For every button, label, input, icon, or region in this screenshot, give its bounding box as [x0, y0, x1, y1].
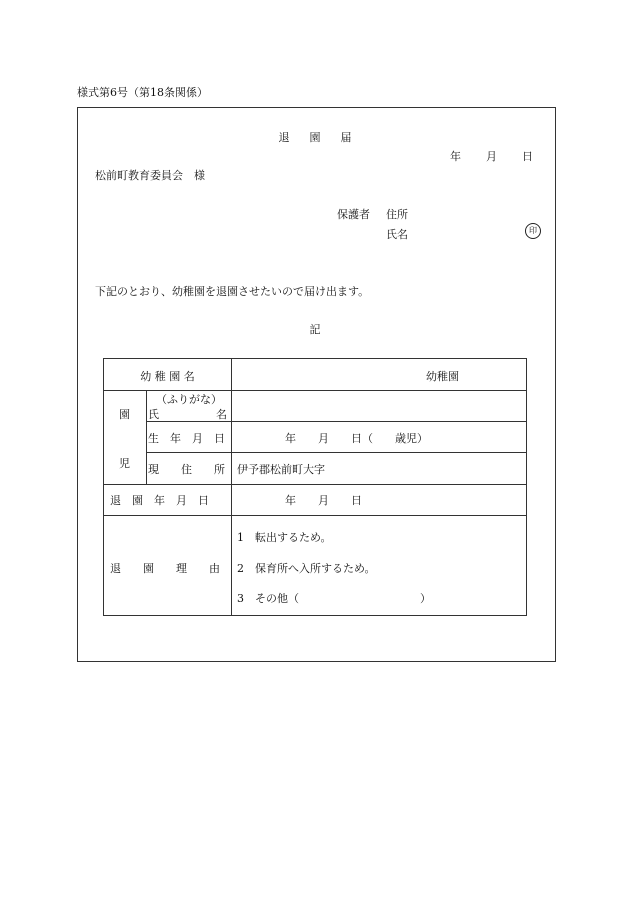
guardian-address-label: 住所	[386, 208, 408, 221]
date-day: 日	[522, 150, 533, 163]
row-divider	[104, 484, 526, 485]
address-label: 現 住 所	[148, 463, 225, 476]
reason-item: 2 保育所へ入所するため。	[237, 562, 376, 575]
ki-heading: 記	[309, 323, 321, 336]
reason-item: 3 その他（ ）	[237, 592, 431, 605]
submission-date	[450, 148, 533, 164]
reason-item: 1 転出するため。	[237, 531, 332, 544]
withdrawal-table	[103, 358, 527, 616]
document-title	[0, 129, 630, 145]
child-label-bottom: 児	[119, 457, 130, 470]
title-char: 届	[340, 131, 352, 144]
withdrawal-date-label: 退 園 年 月 日	[110, 494, 209, 507]
title-char: 園	[309, 131, 321, 144]
kindergarten-suffix: 幼稚園	[426, 370, 459, 383]
row-divider	[104, 515, 526, 516]
guardian-name-label: 氏名	[386, 228, 408, 241]
name-label-left: 氏	[148, 408, 159, 421]
child-label-top: 園	[119, 408, 130, 421]
name-label-right: 名	[216, 408, 227, 421]
birth-date-value: 年 月 日（ 歳児）	[285, 432, 428, 445]
column-divider	[231, 359, 232, 615]
birth-date-label: 生 年 月 日	[148, 432, 225, 445]
date-year: 年	[450, 150, 461, 163]
addressee: 松前町教育委員会 様	[95, 169, 205, 182]
form-number: 様式第6号（第18条関係）	[77, 86, 208, 99]
address-value: 伊予郡松前町大字	[237, 463, 325, 476]
date-month: 月	[486, 150, 497, 163]
row-divider	[146, 421, 526, 422]
guardian-label: 保護者	[337, 208, 370, 221]
furigana-label: （ふりがな）	[156, 393, 222, 406]
row-divider	[146, 452, 526, 453]
title-char: 退	[278, 131, 290, 144]
withdrawal-reason-label: 退 園 理 由	[110, 562, 220, 575]
column-divider	[146, 390, 147, 484]
seal-mark: 印	[525, 223, 541, 239]
kindergarten-name-label: 幼 稚 園 名	[140, 370, 195, 383]
withdrawal-date-value: 年 月 日	[285, 494, 362, 507]
intro-text: 下記のとおり、幼稚園を退園させたいので届け出ます。	[95, 285, 370, 298]
